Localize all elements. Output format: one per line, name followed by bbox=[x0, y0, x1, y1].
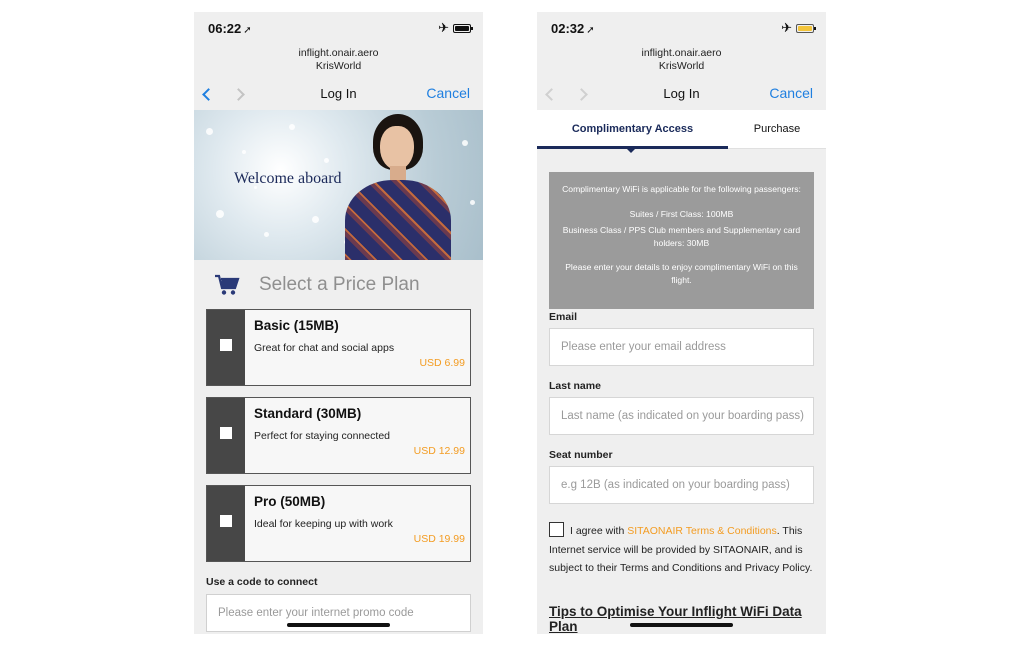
agree-checkbox[interactable] bbox=[549, 522, 564, 537]
plan-name: Basic (15MB) bbox=[254, 318, 339, 333]
price-plan-header bbox=[194, 270, 483, 300]
info-text: Suites / First Class: 100MB bbox=[629, 208, 734, 219]
email-label: Email bbox=[549, 311, 578, 323]
plan-stripe bbox=[207, 486, 245, 561]
plan-description: Great for chat and social apps bbox=[254, 342, 395, 354]
location-arrow-icon: ➚ bbox=[586, 25, 595, 36]
home-indicator[interactable] bbox=[630, 623, 733, 627]
battery-icon bbox=[796, 24, 814, 33]
plan-name: Standard (30MB) bbox=[254, 406, 362, 421]
plan-card-basic[interactable] bbox=[206, 309, 471, 386]
url-host: inflight.onair.aero bbox=[298, 47, 379, 59]
complimentary-info-box bbox=[549, 172, 814, 309]
nav-bar bbox=[194, 82, 483, 108]
plan-price: USD 6.99 bbox=[419, 357, 465, 369]
url-host: inflight.onair.aero bbox=[641, 47, 722, 59]
phone-screen-purchase bbox=[194, 12, 483, 634]
nav-title: Log In bbox=[663, 86, 700, 101]
status-time-text: 02:32 bbox=[551, 21, 585, 36]
price-plan-title: Select a Price Plan bbox=[259, 274, 420, 295]
last-name-label: Last name bbox=[549, 380, 601, 392]
welcome-banner bbox=[194, 110, 483, 260]
plan-price: USD 12.99 bbox=[413, 445, 465, 457]
info-text: Complimentary WiFi is applicable for the following passengers: bbox=[562, 184, 801, 194]
status-time bbox=[551, 21, 595, 36]
battery-icon bbox=[453, 24, 471, 33]
tips-link[interactable]: Tips to Optimise Your Inflight WiFi Data Plan bbox=[549, 604, 802, 634]
welcome-text: Welcome aboard bbox=[234, 170, 342, 187]
url-app-name: KrisWorld bbox=[315, 60, 362, 72]
plan-description: Ideal for keeping up with work bbox=[254, 518, 393, 530]
plan-stripe bbox=[207, 310, 245, 385]
plan-card-pro[interactable] bbox=[206, 485, 471, 562]
plan-stripe bbox=[207, 398, 245, 473]
cancel-button[interactable]: Cancel bbox=[426, 85, 470, 101]
agree-suffix: . This Internet service will be provided by SITAONAIR, and is subject to their Terms and Conditions and Privacy Policy. bbox=[549, 525, 813, 574]
checkbox-icon[interactable] bbox=[220, 427, 232, 439]
plan-description: Perfect for staying connected bbox=[254, 430, 390, 442]
tab-purchase[interactable]: Purchase bbox=[753, 123, 801, 135]
email-field[interactable] bbox=[549, 328, 814, 366]
terms-link[interactable]: SITAONAIR Terms & Conditions bbox=[627, 525, 777, 537]
tab-complimentary-access[interactable]: Complimentary Access bbox=[537, 110, 728, 149]
plan-name: Pro (50MB) bbox=[254, 494, 326, 509]
info-text: Please enter your details to enjoy complimentary WiFi on this flight. bbox=[565, 262, 798, 285]
status-bar bbox=[194, 12, 483, 46]
info-text: Business Class / PPS Club members and Supplementary card holders: 30MB bbox=[562, 225, 801, 248]
access-tabs bbox=[537, 110, 826, 149]
status-time-text: 06:22 bbox=[208, 21, 242, 36]
airplane-icon: ✈ bbox=[438, 20, 449, 35]
status-time bbox=[208, 21, 252, 36]
phone-screen-complimentary bbox=[537, 12, 826, 634]
promo-code-label: Use a code to connect bbox=[206, 576, 318, 588]
airplane-icon: ✈ bbox=[781, 20, 792, 35]
home-indicator[interactable] bbox=[287, 623, 390, 627]
terms-agreement bbox=[549, 522, 817, 578]
seat-number-label: Seat number bbox=[549, 449, 613, 461]
cancel-button[interactable]: Cancel bbox=[769, 85, 813, 101]
last-name-field[interactable] bbox=[549, 397, 814, 435]
seat-number-field[interactable] bbox=[549, 466, 814, 504]
cart-icon bbox=[214, 274, 240, 296]
status-bar bbox=[537, 12, 826, 46]
checkbox-icon[interactable] bbox=[220, 515, 232, 527]
nav-bar bbox=[537, 82, 826, 108]
checkbox-icon[interactable] bbox=[220, 339, 232, 351]
flight-attendant-image bbox=[343, 114, 453, 260]
agree-prefix: I agree with bbox=[570, 525, 628, 537]
url-app-name: KrisWorld bbox=[658, 60, 705, 72]
plan-price: USD 19.99 bbox=[413, 533, 465, 545]
location-arrow-icon: ➚ bbox=[243, 25, 252, 36]
nav-title: Log In bbox=[320, 86, 357, 101]
plan-card-standard[interactable] bbox=[206, 397, 471, 474]
